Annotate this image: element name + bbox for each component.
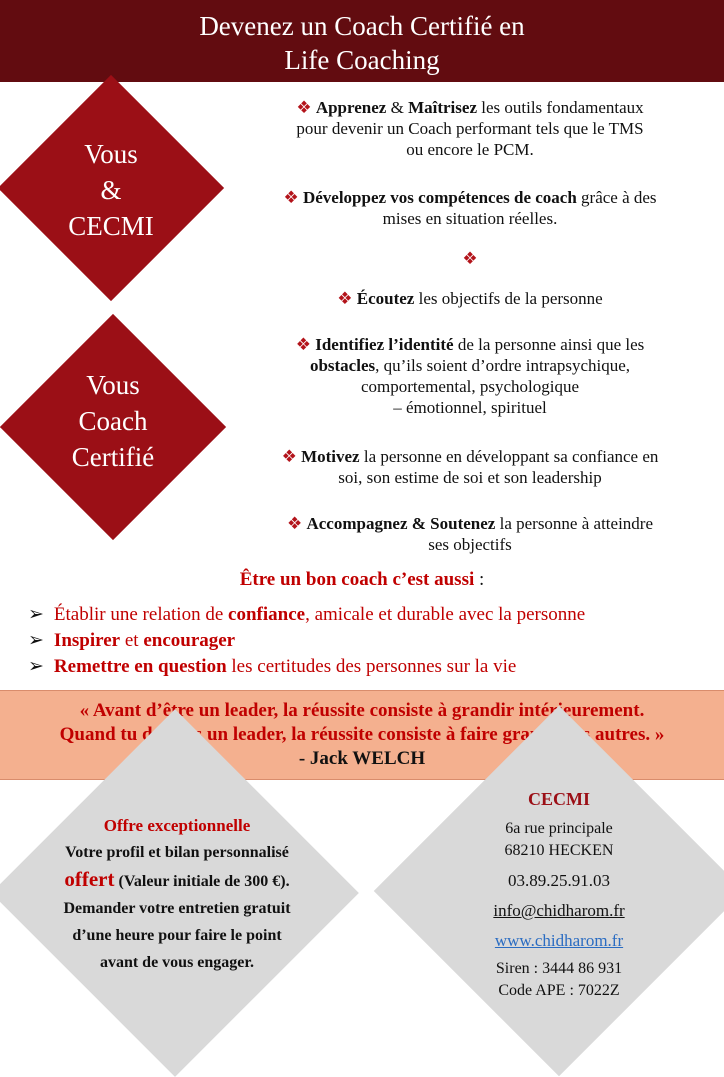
item4-text2: , qu’ils soient d’ordre intrapsychique,: [375, 356, 631, 375]
item1-bold1: Apprenez: [315, 98, 387, 117]
item-motivez: [238, 446, 702, 488]
item-accompagnez: [245, 513, 695, 555]
diamond-separator-icon: ❖: [462, 249, 478, 268]
item3-text1: les objectifs de la personne: [414, 289, 603, 308]
bullet2-bold1: Inspirer: [53, 630, 121, 651]
diamond-bullet-icon: ❖: [283, 188, 299, 207]
item6-text1: la personne à atteindre: [495, 514, 653, 533]
item1-text2: les outils fondamentaux: [476, 98, 644, 117]
list-item: [28, 654, 718, 680]
contact-name: CECMI: [528, 789, 590, 809]
header-title-line1: Devenez un Coach Certifié en: [199, 11, 525, 41]
contact-block: [440, 786, 678, 1002]
offer-line5: avant de vous engager.: [99, 954, 255, 971]
header-title-line2: Life Coaching: [284, 45, 440, 75]
bullet1-text2: , amicale et durable avec la personne: [305, 604, 586, 625]
diamond-bullet-icon: ❖: [296, 98, 312, 117]
item1-line3: ou encore le PCM.: [406, 140, 534, 159]
diamond1-line3: CECMI: [68, 211, 154, 241]
contact-address2: 68210 HECKEN: [504, 842, 614, 859]
offer-block: [22, 812, 332, 976]
item2-line2: mises en situation réelles.: [382, 209, 558, 228]
item6-line2: ses objectifs: [428, 535, 512, 554]
item1-bold2: Maîtrisez: [408, 98, 477, 117]
diamond-vous-coach-certifie-label: [43, 367, 183, 475]
item4-bold1: Identifiez l’identité: [315, 335, 454, 354]
offer-title: Offre exceptionnelle: [103, 816, 251, 835]
diamond-bullet-icon: ❖: [295, 335, 311, 354]
bullet2-text: et: [120, 630, 144, 651]
good-coach-list: [28, 602, 718, 680]
diamond2-line3: Certifié: [71, 442, 155, 472]
item5-bold1: Motivez: [301, 447, 360, 466]
diamond1-line1: Vous: [84, 139, 138, 169]
diamond2-line1: Vous: [86, 370, 140, 400]
contact-siren: Siren : 3444 86 931: [495, 960, 623, 977]
item4-line3: comportemental, psychologique: [360, 377, 580, 396]
item-ecoutez: [245, 288, 695, 309]
arrow-bullet-icon: ➢: [28, 630, 44, 651]
separator-gem: [245, 248, 695, 269]
item5-text1: la personne en développant sa confiance en: [359, 447, 659, 466]
good-coach-title-bold: Être un bon coach c’est aussi: [239, 569, 475, 590]
contact-phone: 03.89.25.91.03: [508, 871, 610, 890]
diamond2-line2: Coach: [78, 406, 148, 436]
item4-text1: de la personne ainsi que les: [453, 335, 645, 354]
offer-line2: (Valeur initiale de 300 €).: [114, 873, 290, 890]
bullet1-text1: Établir une relation de: [53, 604, 229, 625]
contact-email-link[interactable]: info@chidharom.fr: [493, 901, 625, 920]
item2-text1: grâce à des: [576, 188, 657, 207]
item4-bold2: obstacles: [309, 356, 376, 375]
item2-bold1: Développez vos compétences de coach: [302, 188, 577, 207]
quote-line1: « Avant d’être un leader, la réussite consiste à grandir intérieurement.: [79, 700, 645, 721]
arrow-bullet-icon: ➢: [28, 656, 44, 677]
diamond-bullet-icon: ❖: [281, 447, 297, 466]
item4-line4: – émotionnel, spirituel: [393, 398, 547, 417]
quote-author: - Jack WELCH: [298, 748, 426, 769]
bullet3-text: les certitudes des personnes sur la vie: [226, 656, 517, 677]
diamond-bullet-icon: ❖: [337, 289, 353, 308]
item-identifiez: [245, 334, 695, 418]
offer-offert: offert: [64, 867, 115, 891]
item-apprenez: [250, 97, 690, 160]
bullet3-bold: Remettre en question: [53, 656, 227, 677]
bullet1-bold: confiance: [228, 604, 306, 625]
diamond-vous-cecmi-label: [41, 136, 181, 244]
contact-website-link[interactable]: www.chidharom.fr: [494, 931, 624, 950]
good-coach-title: [0, 569, 724, 591]
item-developpez: [245, 187, 695, 229]
diamond-bullet-icon: ❖: [286, 514, 303, 533]
item1-line2: pour devenir un Coach performant tels que le TMS: [296, 119, 644, 138]
item3-bold1: Écoutez: [356, 289, 415, 308]
contact-ape: Code APE : 7022Z: [498, 982, 620, 999]
diamond1-line2: &: [100, 175, 122, 205]
page-header: [0, 0, 724, 82]
good-coach-title-colon: :: [474, 569, 485, 590]
item5-line2: soi, son estime de soi et son leadership: [338, 468, 602, 487]
offer-line1: Votre profil et bilan personnalisé: [65, 844, 289, 861]
list-item: [28, 628, 718, 654]
list-item: [28, 602, 718, 628]
item1-text1: &: [386, 98, 409, 117]
bullet2-bold2: encourager: [143, 630, 236, 651]
contact-address1: 6a rue principale: [505, 820, 613, 837]
offer-line4: d’une heure pour faire le point: [72, 927, 282, 944]
quote-line2: Quand tu deviens un leader, la réussite consiste à faire grandir les autres. »: [59, 724, 665, 745]
arrow-bullet-icon: ➢: [28, 604, 44, 625]
item6-bold1: Accompagnez & Soutenez: [306, 514, 496, 533]
offer-line3: Demander votre entretien gratuit: [63, 900, 291, 917]
